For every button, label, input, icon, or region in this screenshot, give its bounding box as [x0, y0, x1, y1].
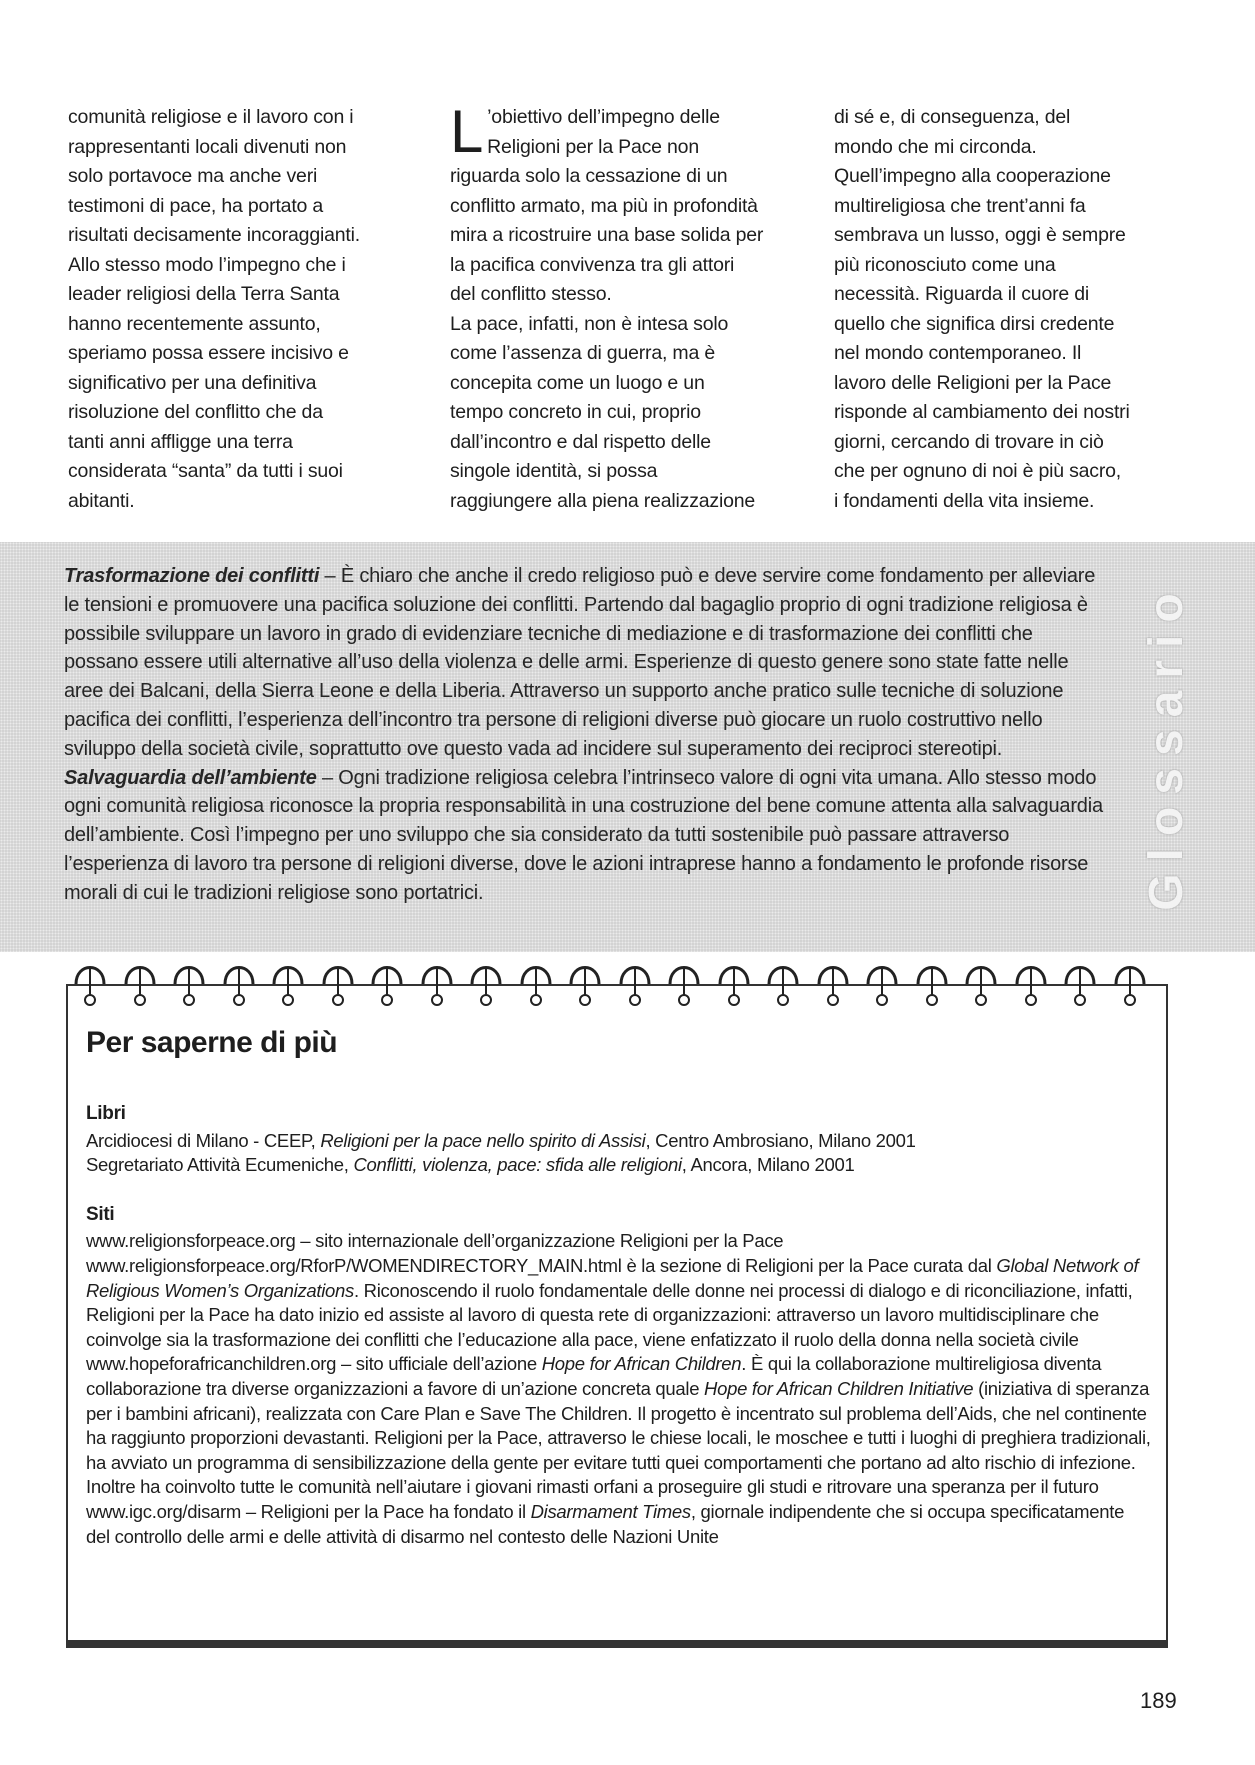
books-heading: Libri [86, 1103, 126, 1124]
spiral-binding [66, 958, 1166, 1008]
site-entry [86, 1352, 1152, 1500]
site-italic: Hope for African Children [541, 1353, 742, 1375]
binding-ring-icon [615, 958, 655, 1008]
glossary-text [64, 562, 1104, 908]
column-line: di sé e, di conseguenza, del [834, 106, 1071, 128]
column-line: riguarda solo la cessazione di un [450, 165, 728, 187]
column-line: speriamo possa essere incisivo e [68, 342, 349, 364]
site-text: www.religionsforpeace.org/RforP/WOMENDIRECTORY_MAIN.html è la sezione di Religioni per la Pace curata dal [86, 1254, 997, 1276]
column-line: mira a ricostruire una base solida per [450, 224, 764, 246]
site-text: . È qui la collaborazione multireligiosa diventa collaborazione tra diverse organizzazioni a favore di un’azione concreta quale [86, 1353, 1102, 1399]
glossary-label: Glossario [1140, 581, 1193, 911]
glossary-entry [64, 764, 1104, 908]
column-line: sembrava un lusso, oggi è sempre [834, 224, 1126, 246]
sites-heading: Siti [86, 1203, 115, 1225]
book-author: Segretariato Attività Ecumeniche, [86, 1154, 354, 1176]
binding-ring-icon [70, 958, 110, 1008]
book-title: Religioni per la pace nello spirito di Assisi [320, 1129, 646, 1151]
binding-ring-icon [120, 958, 160, 1008]
binding-ring-icon [1011, 958, 1051, 1008]
binding-ring-icon [169, 958, 209, 1008]
column-line: i fondamenti della vita insieme. [834, 489, 1095, 512]
site-entry: www.religionsforpeace.org – sito internazionale dell’organizzazione Religioni per la Pace [86, 1230, 784, 1252]
column-line: risoluzione del conflitto che da [68, 401, 323, 423]
site-text: , giornale indipendente che si occupa specificatamente del controllo delle armi e delle attività di disarmo nel contesto delle Nazioni Unite [86, 1500, 1125, 1547]
column-line: comunità religiose e il lavoro con i [68, 106, 354, 128]
column-line: Quell’impegno alla cooperazione [834, 165, 1111, 187]
binding-ring-icon [1110, 958, 1150, 1008]
column-line: lavoro delle Religioni per la Pace [834, 371, 1112, 394]
article-columns [68, 98, 1188, 523]
column-line: ’obiettivo dell’impegno delle [487, 106, 720, 128]
glossary-label-wrap [1137, 566, 1197, 926]
column-line: concepita come un luogo e un [450, 371, 705, 394]
column-1 [68, 103, 418, 516]
column-line: considerata “santa” da tutti i suoi [68, 460, 343, 482]
binding-ring-icon [664, 958, 704, 1008]
site-italic: Global Network of Religious Women’s Organizations [86, 1254, 1139, 1301]
binding-ring-icon [565, 958, 605, 1008]
column-line: dall’incontro e dal rispetto delle [450, 430, 711, 453]
glossary-term: Salvaguardia dell’ambiente [64, 766, 317, 789]
book-publisher: , Centro Ambrosiano, Milano 2001 [645, 1129, 916, 1151]
column-line: significativo per una definitiva [68, 371, 317, 394]
site-entry [86, 1254, 1152, 1352]
column-line: singole identità, si possa [450, 460, 658, 482]
binding-ring-icon [961, 958, 1001, 1008]
column-line: risultati decisamente incoraggianti. [68, 224, 360, 246]
binding-ring-icon [862, 958, 902, 1008]
binding-ring-icon [763, 958, 803, 1008]
binding-ring-icon [219, 958, 259, 1008]
column-line: come l’assenza di guerra, ma è [450, 342, 715, 364]
column-line: la pacifica convivenza tra gli attori [450, 253, 735, 276]
column-line: La pace, infatti, non è intesa solo [450, 312, 729, 335]
column-line: che per ognuno di noi è più sacro, [834, 460, 1121, 482]
page-number: 189 [1140, 1688, 1177, 1713]
column-line: hanno recentemente assunto, [68, 312, 321, 335]
column-line: rappresentanti locali divenuti non [68, 135, 347, 158]
site-text: www.igc.org/disarm – Religioni per la Pace ha fondato il [86, 1500, 531, 1522]
binding-ring-icon [268, 958, 308, 1008]
column-line: mondo che mi circonda. [834, 135, 1037, 158]
book-entry [86, 1153, 1152, 1178]
glossary-definition: – È chiaro che anche il credo religioso può e deve servire come fondamento per alleviare le tensioni e promuovere una pacifica soluzione dei conflitti. Partendo dal bagaglio proprio di ogni tradizione religiosa è possibile sviluppare un lavoro in grado di evidenziare tecniche di mediazione e di trasformazione dei conflitti che possano essere utili alternative all’uso della violenza e delle armi. Esperienze di questo genere sono state fatte nelle aree dei Balcani, della Sierra Leone e della Liberia. Attraverso un supporto anche pratico sulle tecniche di soluzione pacifica dei conflitti, l’esperienza dell’incontro tra persone di religioni diverse può giocare un ruolo costruttivo nello sviluppo della società civile, soprattutto ove questo vada ad incidere sul superamento dei reciproci stereotipi. [64, 565, 1096, 760]
column-3 [834, 103, 1188, 516]
column-line: risponde al cambiamento dei nostri [834, 401, 1130, 423]
binding-ring-icon [1060, 958, 1100, 1008]
drop-cap: L [450, 98, 484, 165]
binding-ring-icon [318, 958, 358, 1008]
box-title: Per saperne di più [86, 1026, 338, 1059]
binding-ring-icon [466, 958, 506, 1008]
column-2 [450, 98, 800, 516]
binding-ring-icon [714, 958, 754, 1008]
column-line: abitanti. [68, 489, 135, 512]
site-text: . Riconoscendo il ruolo fondamentale delle donne nei processi di dialogo e di riconciliazione, infatti, Religioni per la Pace ha dato inizio ed assiste al lavoro di questa rete di organizzazioni: attraverso un lavoro multidisciplinare che coinvolge sia la trasformazione dei conflitti che l’educazione alla pace, viene enfatizzato il ruolo della donna nella società civile [86, 1279, 1133, 1350]
binding-ring-icon [813, 958, 853, 1008]
column-line: giorni, cercando di trovare in ciò [834, 430, 1104, 453]
column-line: quello che significa dirsi credente [834, 312, 1115, 335]
site-italic: Hope for African Children Initiative [704, 1377, 974, 1399]
column-line: del conflitto stesso. [450, 283, 612, 305]
column-line: testimoni di pace, ha portato a [68, 194, 324, 217]
glossary-entry [64, 562, 1104, 764]
binding-ring-icon [417, 958, 457, 1008]
column-line: raggiungere alla piena realizzazione [450, 489, 756, 512]
column-line: leader religiosi della Terra Santa [68, 283, 340, 305]
site-text: (iniziativa di speranza per i bambini africani), realizzata con Care Plan e Save The Children. Il progetto è incentrato sul problema dell’Aids, che nel continente ha raggiunto proporzioni devastanti. Religioni per la Pace, attraverso le chiese locali, le moschee e tutti i luoghi di preghiera tradizionali, ha avviato un programma di sensibilizzazione della gente per evitare tutti quei comportamenti che portano ad alto rischio di infezione. Inoltre ha coinvolto tutte le comunità nell’aiutare i giovani rimasti orfani a proseguire gli studi e ritrovare una speranza per il futuro [86, 1377, 1151, 1498]
glossary-term: Trasformazione dei conflitti [64, 565, 320, 587]
glossary-band [0, 542, 1255, 952]
column-line: Allo stesso modo l’impegno che i [68, 253, 346, 276]
glossary-definition: – Ogni tradizione religiosa celebra l’intrinseco valore di ogni vita umana. Allo stesso modo ogni comunità religiosa riconosce la propria responsabilità in una costruzione del bene comune attenta alla salvaguardia dell’ambiente. Così l’impegno per uno sviluppo che sia considerato da tutti sostenibile può passare attraverso l’esperienza di lavoro tra persone di religioni diverse, dove le azioni intraprese hanno a fondamento le profonde risorse morali di cui le tradizioni religiose sono portatrici. [64, 766, 1103, 904]
site-text: www.hopeforafricanchildren.org – sito ufficiale dell’azione [86, 1353, 542, 1375]
column-line: nel mondo contemporaneo. Il [834, 342, 1082, 364]
book-entry [86, 1129, 1152, 1154]
book-publisher: , Ancora, Milano 2001 [681, 1154, 855, 1176]
further-reading-box [66, 984, 1168, 1648]
site-entry [86, 1500, 1152, 1549]
column-line: multireligiosa che trent’anni fa [834, 194, 1086, 217]
column-line: solo portavoce ma anche veri [68, 165, 318, 187]
column-line: più riconosciuto come una [834, 253, 1056, 276]
binding-ring-icon [912, 958, 952, 1008]
site-italic: Disarmament Times [530, 1500, 691, 1522]
column-line: necessità. Riguarda il cuore di [834, 283, 1090, 305]
column-line: Religioni per la Pace non [487, 135, 699, 158]
box-body [86, 1102, 1152, 1549]
binding-ring-icon [516, 958, 556, 1008]
column-line: tanti anni affligge una terra [68, 430, 293, 453]
column-line: tempo concreto in cui, proprio [450, 401, 701, 423]
book-author: Arcidiocesi di Milano - CEEP, [86, 1129, 321, 1151]
column-line: conflitto armato, ma più in profondità [450, 194, 758, 217]
book-title: Conflitti, violenza, pace: sfida alle religioni [353, 1154, 682, 1176]
binding-ring-icon [367, 958, 407, 1008]
